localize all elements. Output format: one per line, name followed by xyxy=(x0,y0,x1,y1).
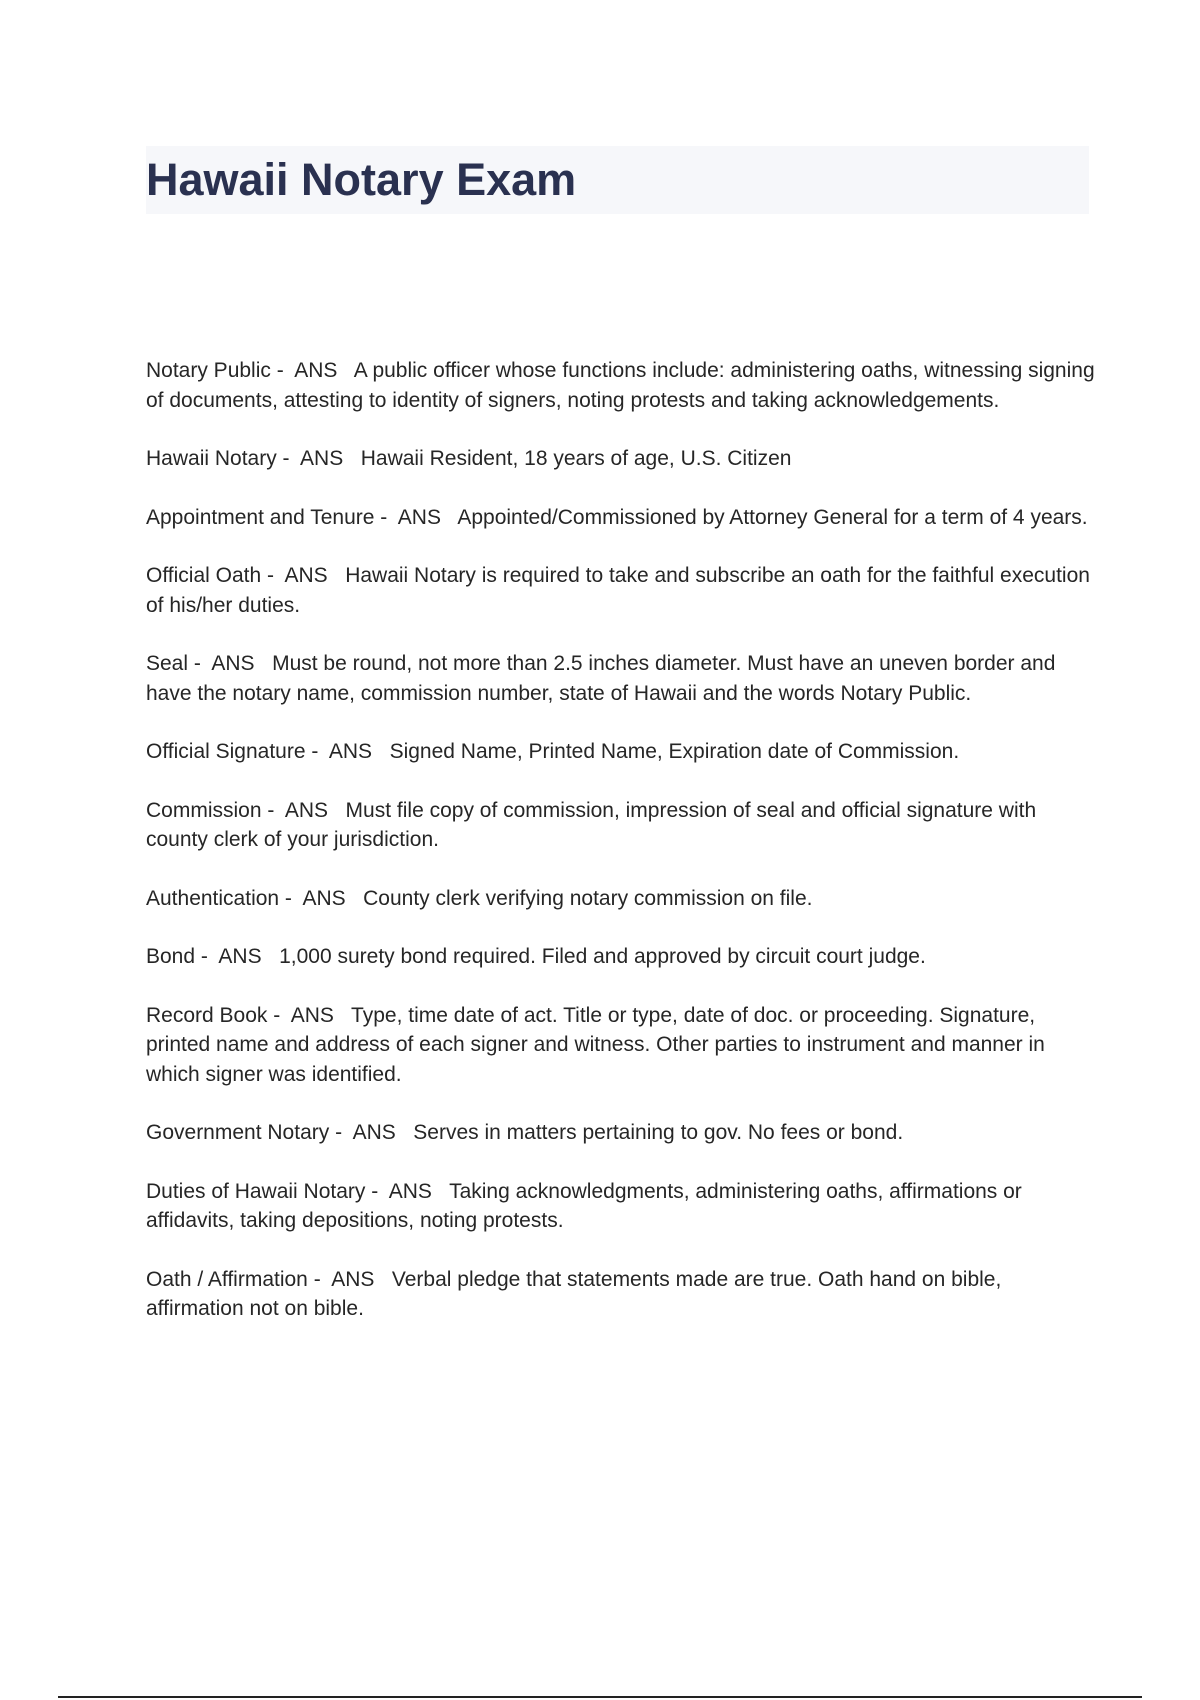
entry-term: Hawaii Notary - xyxy=(146,447,296,470)
entry-definition: Hawaii Notary is required to take and subscribe an oath for the faithful execution of his/her duties. xyxy=(146,564,1096,617)
flashcard-entry xyxy=(146,884,1096,914)
flashcard-entry xyxy=(146,356,1101,415)
entry-definition: A public officer whose functions include: administering oaths, witnessing signing of documents, attesting to identity of signers, noting protests and taking acknowledgements. xyxy=(146,359,1101,412)
entry-definition: 1,000 surety bond required. Filed and approved by circuit court judge. xyxy=(267,945,926,968)
footer-divider xyxy=(58,1696,1142,1698)
entry-ans-marker: ANS xyxy=(324,740,378,763)
entry-term: Duties of Hawaii Notary - xyxy=(146,1179,385,1203)
entry-definition: Hawaii Resident, 18 years of age, U.S. Citizen xyxy=(349,447,792,470)
entry-term: Appointment and Tenure - xyxy=(146,505,394,529)
flashcard-entry xyxy=(146,1118,1096,1148)
entry-ans-marker: ANS xyxy=(347,1121,402,1144)
entry-term: Oath / Affirmation - xyxy=(146,1267,327,1291)
entry-ans-marker: ANS xyxy=(326,1267,381,1291)
entry-ans-marker: ANS xyxy=(384,1179,438,1203)
entry-definition: Signed Name, Printed Name, Expiration date of Commission. xyxy=(377,740,960,763)
flashcard-entry xyxy=(146,1177,1096,1236)
entry-term: Record Book - xyxy=(146,1003,287,1027)
flashcard-entry xyxy=(146,1001,1096,1090)
flashcard-entry xyxy=(146,737,1096,767)
entry-definition: Type, time date of act. Title or type, date of doc. or proceeding. Signature, printed name and address of each signer and witness. Other parties to instrument and manner in which signer was identified. xyxy=(146,1003,1051,1086)
entry-term: Commission - xyxy=(146,798,281,822)
entry-ans-marker: ANS xyxy=(280,798,334,822)
entry-term: Notary Public - xyxy=(146,359,290,382)
entry-definition: Appointed/Commissioned by Attorney General for a term of 4 years. xyxy=(446,505,1088,529)
entry-term: Official Oath - xyxy=(146,564,280,587)
flashcard-entry xyxy=(146,503,1096,533)
flashcard-list xyxy=(146,356,1101,1353)
entry-ans-marker: ANS xyxy=(286,1003,340,1027)
entry-ans-marker: ANS xyxy=(393,505,447,529)
flashcard-entry xyxy=(146,796,1096,855)
flashcard-entry xyxy=(146,561,1096,620)
entry-ans-marker: ANS xyxy=(295,447,350,470)
entry-term: Seal - xyxy=(146,652,207,675)
page-title: Hawaii Notary Exam xyxy=(146,154,577,205)
entry-definition: Serves in matters pertaining to gov. No fees or bond. xyxy=(401,1121,904,1144)
entry-term: Official Signature - xyxy=(146,740,325,763)
flashcard-entry xyxy=(146,649,1096,708)
entry-definition: Must be round, not more than 2.5 inches diameter. Must have an uneven border and have the notary name, commission number, state of Hawaii and the words Notary Public. xyxy=(146,652,1062,705)
entry-definition: Taking acknowledgments, administering oaths, affirmations or affidavits, taking depositions, noting protests. xyxy=(146,1179,1028,1232)
flashcard-entry xyxy=(146,444,1096,474)
entry-ans-marker: ANS xyxy=(279,564,334,587)
title-banner xyxy=(146,146,1089,214)
flashcard-entry xyxy=(146,1265,1096,1324)
entry-term: Authentication - xyxy=(146,886,298,910)
entry-definition: County clerk verifying notary commission on file. xyxy=(351,886,813,910)
entry-term: Government Notary - xyxy=(146,1121,348,1144)
entry-definition: Must file copy of commission, impression of seal and official signature with county clerk of your jurisdiction. xyxy=(146,798,1042,851)
entry-definition: Verbal pledge that statements made are true. Oath hand on bible, affirmation not on bible. xyxy=(146,1267,1008,1320)
flashcard-entry xyxy=(146,942,1096,972)
entry-ans-marker: ANS xyxy=(206,652,261,675)
entry-ans-marker: ANS xyxy=(213,945,268,968)
entry-ans-marker: ANS xyxy=(289,359,344,382)
entry-ans-marker: ANS xyxy=(297,886,352,910)
entry-term: Bond - xyxy=(146,945,214,968)
